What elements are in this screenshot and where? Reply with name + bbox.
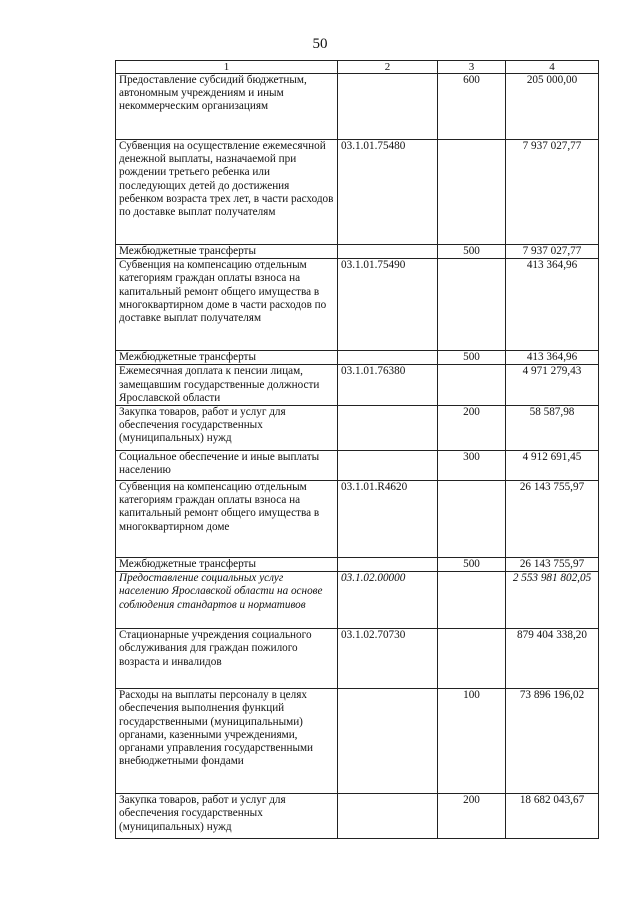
table-row <box>116 629 599 689</box>
table-body <box>116 74 599 839</box>
row-amount-cell: 73 896 196,02 <box>506 689 599 794</box>
row-type-cell: 200 <box>438 794 506 839</box>
row-name-cell: Межбюджетные трансферты <box>116 558 338 572</box>
row-name-cell: Субвенция на компенсацию отдельным категориям граждан оплаты взноса на капитальный ремонт общего имущества в многоквартирном доме в части расходов по доставке выплат получателям <box>116 259 338 351</box>
row-amount-cell: 18 682 043,67 <box>506 794 599 839</box>
table-row <box>116 406 599 451</box>
row-type-cell: 600 <box>438 74 506 140</box>
row-code-cell <box>338 451 438 481</box>
row-code-cell: 03.1.01.75490 <box>338 259 438 351</box>
row-name-cell: Стационарные учреждения социального обслуживания для граждан пожилого возраста и инвалидов <box>116 629 338 689</box>
row-name-cell: Предоставление субсидий бюджетным, автономным учреждениям и иным некоммерческим организациям <box>116 74 338 140</box>
row-code-cell <box>338 558 438 572</box>
row-amount-cell: 26 143 755,97 <box>506 481 599 558</box>
row-amount-cell: 413 364,96 <box>506 351 599 365</box>
table-row <box>116 245 599 259</box>
table-row <box>116 558 599 572</box>
table-row <box>116 451 599 481</box>
row-amount-cell: 26 143 755,97 <box>506 558 599 572</box>
budget-table <box>115 60 599 839</box>
row-type-cell <box>438 481 506 558</box>
row-code-cell: 03.1.01.75480 <box>338 140 438 245</box>
row-code-cell: 03.1.01.R4620 <box>338 481 438 558</box>
table-row <box>116 259 599 351</box>
row-name-cell: Субвенция на осуществление ежемесячной денежной выплаты, назначаемой при рождении третьего ребенка или последующих детей до достижения ребенком возраста трех лет, в части расходов по доставке выплат получателям <box>116 140 338 245</box>
table-row <box>116 572 599 629</box>
row-name-cell: Межбюджетные трансферты <box>116 245 338 259</box>
row-name-cell: Закупка товаров, работ и услуг для обеспечения государственных (муниципальных) нужд <box>116 794 338 839</box>
row-name-cell: Закупка товаров, работ и услуг для обеспечения государственных (муниципальных) нужд <box>116 406 338 451</box>
row-code-cell: 03.1.02.70730 <box>338 629 438 689</box>
row-code-cell <box>338 351 438 365</box>
row-amount-cell: 7 937 027,77 <box>506 140 599 245</box>
row-amount-cell: 2 553 981 802,05 <box>506 572 599 629</box>
column-header-1: 1 <box>116 61 338 74</box>
row-code-cell <box>338 245 438 259</box>
row-name-cell: Социальное обеспечение и иные выплаты населению <box>116 451 338 481</box>
row-amount-cell: 4 971 279,43 <box>506 365 599 406</box>
table-row <box>116 140 599 245</box>
table-row <box>116 365 599 406</box>
header-row <box>116 61 599 74</box>
row-type-cell: 100 <box>438 689 506 794</box>
column-header-3: 3 <box>438 61 506 74</box>
row-code-cell: 03.1.02.00000 <box>338 572 438 629</box>
row-type-cell <box>438 572 506 629</box>
row-amount-cell: 879 404 338,20 <box>506 629 599 689</box>
row-type-cell: 500 <box>438 245 506 259</box>
table-row <box>116 794 599 839</box>
row-amount-cell: 413 364,96 <box>506 259 599 351</box>
row-type-cell <box>438 629 506 689</box>
column-header-4: 4 <box>506 61 599 74</box>
row-amount-cell: 7 937 027,77 <box>506 245 599 259</box>
page-number: 50 <box>312 36 328 52</box>
row-type-cell: 300 <box>438 451 506 481</box>
row-name-cell: Субвенция на компенсацию отдельным категориям граждан оплаты взноса на капитальный ремонт общего имущества в многоквартирном доме <box>116 481 338 558</box>
row-name-cell: Расходы на выплаты персоналу в целях обеспечения выполнения функций государственными (муниципальными) органами, казенными учреждениями, органами управления государственными внебюджетными фондами <box>116 689 338 794</box>
table-row <box>116 351 599 365</box>
row-type-cell: 500 <box>438 351 506 365</box>
row-name-cell: Предоставление социальных услуг населению Ярославской области на основе соблюдения стандартов и нормативов <box>116 572 338 629</box>
row-type-cell: 500 <box>438 558 506 572</box>
row-code-cell <box>338 794 438 839</box>
table-header <box>116 61 599 74</box>
table-row <box>116 74 599 140</box>
row-type-cell: 200 <box>438 406 506 451</box>
table-row <box>116 481 599 558</box>
row-code-cell <box>338 689 438 794</box>
row-amount-cell: 205 000,00 <box>506 74 599 140</box>
row-type-cell <box>438 140 506 245</box>
row-amount-cell: 58 587,98 <box>506 406 599 451</box>
row-code-cell <box>338 74 438 140</box>
row-amount-cell: 4 912 691,45 <box>506 451 599 481</box>
row-type-cell <box>438 259 506 351</box>
row-name-cell: Ежемесячная доплата к пенсии лицам, замещавшим государственные должности Ярославской области <box>116 365 338 406</box>
column-header-2: 2 <box>338 61 438 74</box>
table-row <box>116 689 599 794</box>
row-code-cell: 03.1.01.76380 <box>338 365 438 406</box>
row-code-cell <box>338 406 438 451</box>
row-type-cell <box>438 365 506 406</box>
row-name-cell: Межбюджетные трансферты <box>116 351 338 365</box>
